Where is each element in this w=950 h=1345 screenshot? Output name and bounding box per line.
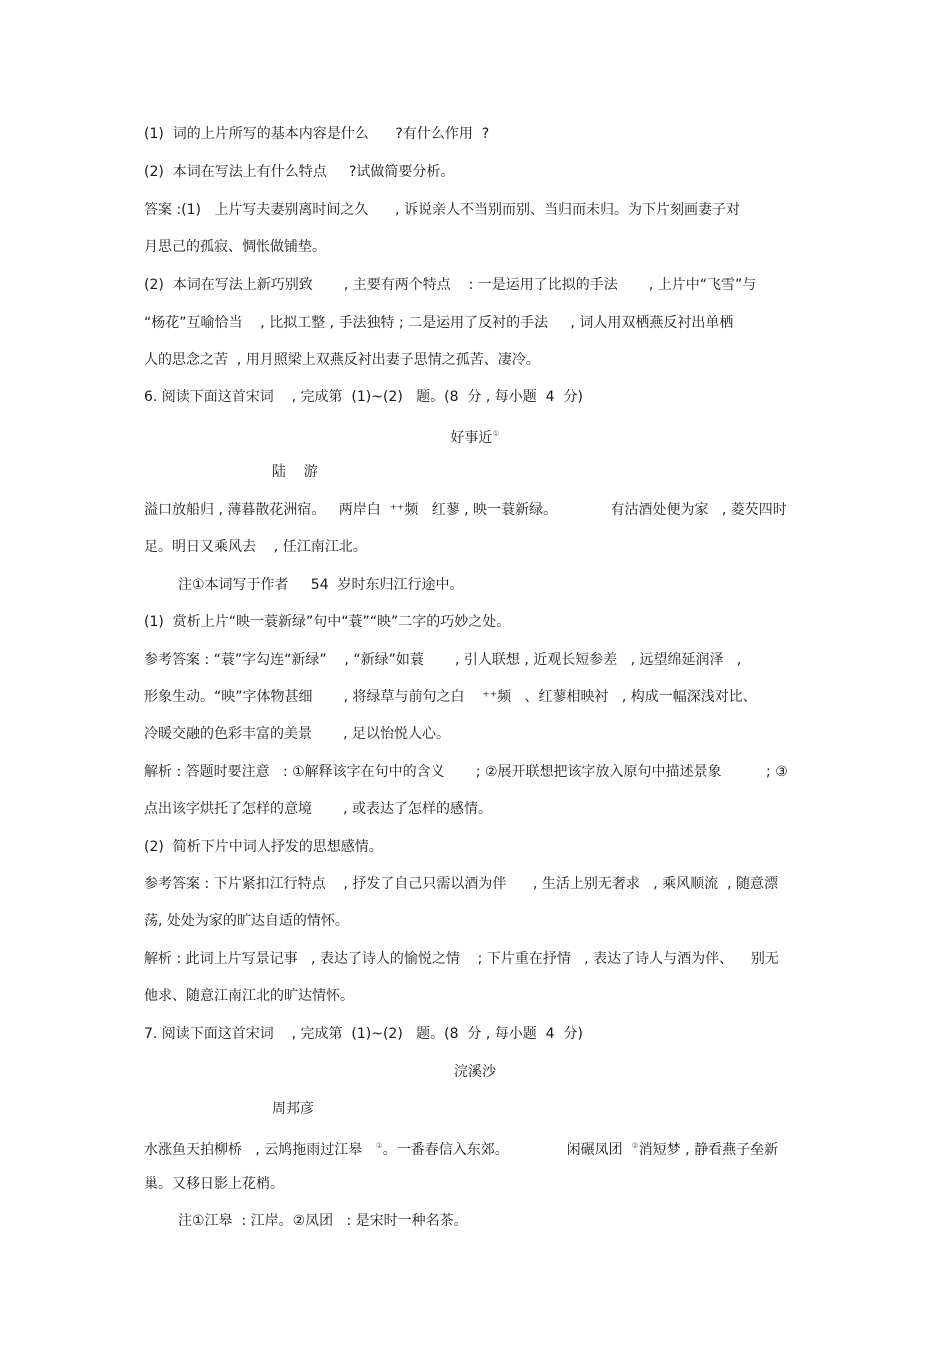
question-6-heading: 6. 阅读下面这首宋词 , 完成第 (1)~(2) 题。(8 分 , 每小题 4 分) (144, 389, 583, 405)
answer-2-line-2: “杨花”互喻恰当 , 比拟工整 , 手法独特 ; 二是运用了反衬的手法 , 词人用双栖燕反衬出单栖 (144, 315, 734, 331)
answer-1-line-1: 答案 :(1) 上片写夫妻别离时间之久 , 诉说亲人不当别而别、当归而未归。为下片刻画妻子对 (144, 202, 740, 218)
poem-2-author: 周邦彦 (272, 1101, 314, 1117)
sub-question-1: (1) 赏析上片“映一蓑新绿”句中“蓑”“映”二字的巧妙之处。 (144, 614, 511, 630)
poem-text-line-2: 足。明日又乘风去 , 任江南江北。 (144, 539, 367, 555)
reference-answer-1-line-1: 参考答案 : “蓑”字勾连“新绿” , “新绿”如蓑 , 引人联想 , 近观长短参差 , 远望绵延润泽 , (144, 652, 742, 668)
reference-answer-2-line-2: 荡, 处处为家的旷达自适的情怀。 (144, 913, 349, 929)
poem-2-text-part-c: 消短梦 , 静看燕子垒新 (638, 1142, 779, 1158)
reference-answer-2-line-1: 参考答案 : 下片紧扣江行特点 , 抒发了自己只需以酒为伴 , 生活上别无奢求 , 乘风顺流 , 随意漂 (144, 876, 778, 892)
poem-2-text-part-a: 水涨鱼天拍柳桥 , 云鸠拖雨过江皋 (144, 1142, 376, 1158)
poem-2-title: 浣溪沙 (454, 1064, 496, 1080)
poem-title-text: 好事近 (450, 430, 493, 446)
question-1: (1) 词的上片所写的基本内容是什么 ?有什么作用 ? (144, 126, 490, 142)
sub-question-2: (2) 简析下片中词人抒发的思想感情。 (144, 839, 383, 855)
poem-title (0, 424, 950, 448)
footnote-marker-1: ① (375, 1141, 383, 1150)
analysis-2-line-2: 他求、随意江南江北的旷达情怀。 (144, 988, 354, 1004)
answer-1-line-2: 月思己的孤寂、惆怅做铺垫。 (144, 239, 326, 255)
reference-answer-1-line-3: 冷暖交融的色彩丰富的美景 , 足以怡悦人心。 (144, 726, 451, 742)
answer-2-line-1: (2) 本词在写法上新巧别致 , 主要有两个特点 : 一是运用了比拟的手法 , 上片中“飞雪”与 (144, 277, 757, 293)
poem-2-text-part-b: 。一番春信入东郊。 闲碾凤团 (382, 1142, 632, 1158)
analysis-1-line-1: 解析 : 答题时要注意 : ①解释该字在句中的含义 ; ②展开联想把该字放入原句中描述景象 ; ③ (144, 764, 788, 780)
poem-2-text-line-1 (144, 1136, 778, 1160)
poem-author: 陆 游 (272, 464, 318, 480)
poem-note: 注①本词写于作者 54 岁时东归江行途中。 (178, 577, 464, 593)
reference-answer-1-line-2: 形象生动。“映”字体物甚细 , 将绿草与前句之白 ⁺⁺频 、红蓼相映衬 , 构成一幅深浅对比、 (144, 689, 757, 705)
question-7-heading: 7. 阅读下面这首宋词 , 完成第 (1)~(2) 题。(8 分 , 每小题 4 分) (144, 1026, 583, 1042)
poem-2-text-line-2: 巢。又移日影上花梢。 (144, 1176, 284, 1192)
footnote-marker: ① (492, 429, 500, 438)
answer-2-line-3: 人的思念之苦 , 用月照梁上双燕反衬出妻子思情之孤苦、凄冷。 (144, 352, 540, 368)
footnote-marker-2: ② (631, 1141, 639, 1150)
analysis-1-line-2: 点出该字烘托了怎样的意境 , 或表达了怎样的感情。 (144, 801, 493, 817)
poem-text-line-1: 溢口放船归 , 薄暮散花洲宿。 两岸白 ⁺⁺频 红蓼 , 映一蓑新绿。 有沽酒处便为家 , 菱芡四时 (144, 502, 787, 518)
question-2: (2) 本词在写法上有什么特点 ?试做简要分析。 (144, 164, 455, 180)
poem-2-note: 注①江皋 : 江岸。②凤团 : 是宋时一种名茶。 (178, 1213, 468, 1229)
analysis-2-line-1: 解析 : 此词上片写景记事 , 表达了诗人的愉悦之情 ; 下片重在抒情 , 表达了诗人与酒为伴、 别无 (144, 951, 779, 967)
